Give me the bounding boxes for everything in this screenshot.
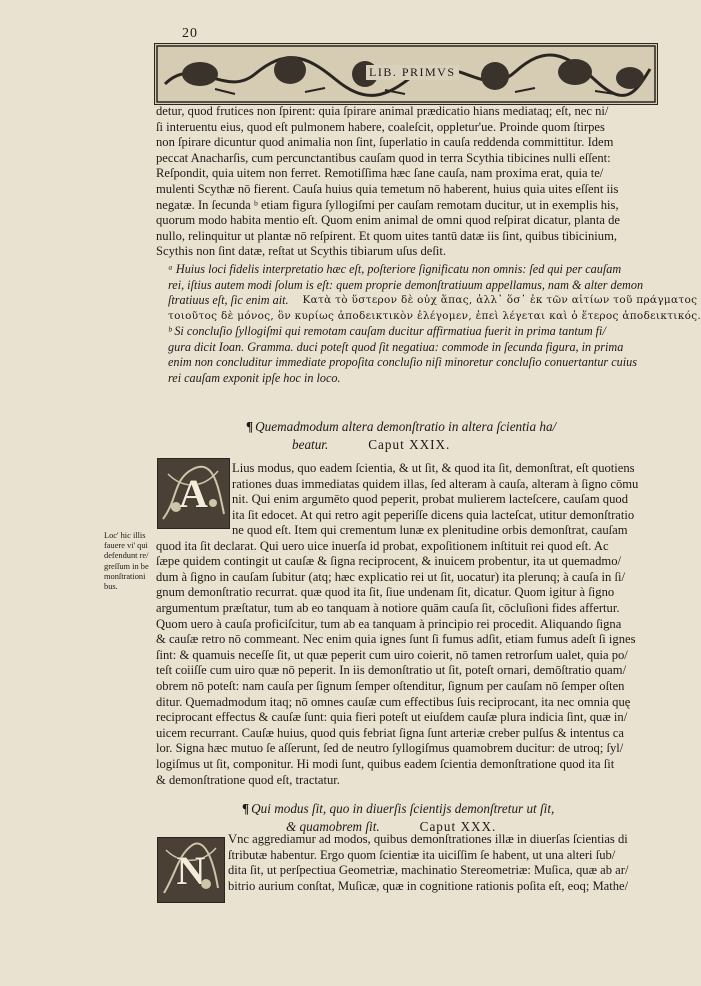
margin-note-line: defendunt re/: [104, 551, 149, 561]
greek-quote: τοιοῦτος δὲ μόνος, ὃν κυρίως ἀποδεικτικὸν ἐλέγομεν, ἐπεὶ λέγεται καὶ ὁ ἕτερος ἀποδεικτικός.: [168, 309, 701, 322]
text-line: reciprocant effectus & cauſæ ſunt: quia fieri poteſt ut eiuſdem cauſæ plura indicia ſint, quæ in/: [156, 710, 628, 725]
initial-A-woodcut-icon: [157, 458, 230, 529]
text-line: lor. Signa hæc mutuo ſe aſſerunt, ſed de neutro ſyllogiſmus quamobrem ducitur: de utroq; ſyl/: [156, 741, 624, 756]
text-line: quorum modo habita mentio eſt. Quom enim animal de omni quod reſpirat dicatur, planta de: [156, 213, 620, 228]
text-line: mulenti Scythæ nō fierent. Cauſa huius quia temetum nō haberent, huius quia uites eſſent iis: [156, 181, 619, 196]
annotation-line: enim non concluditur immediate propoſita concluſio niſi minoretur concluſio conuertantur cuius: [168, 355, 637, 369]
text-line: obrem nō poteſt: nam cauſa per ſignum ſemper oſtenditur, ſignum per cauſam nō ſemper oſten: [156, 678, 625, 693]
text-line: ne quod eſt. Item qui crementum lunæ ex plenitudine orbis demonſtrat, cauſam: [232, 523, 628, 537]
text-line: ditur. Quemadmodum itaq; nō omnes cauſæ cum effectibus ſuis reciprocant, ita nec omnia quę: [156, 694, 631, 709]
text-line: ſtributæ habentur. Ergo quom ſcientiæ ita uiciſſim ſe habent, ut una alteri ſub/: [228, 847, 616, 862]
text-line: rationes duas immediatas quidem illas, ſed alteram à cauſa, alteram à ſigno cōmu: [232, 476, 639, 491]
text-line: dita ſit, ut perſpectiua Geometriæ, machinatio Stereometriæ: Muſica, quæ ab ar/: [228, 863, 629, 878]
text-line: teſt coiiſſe cum uiro quæ nō peperit. In iis demonſtratio ut ſit, poteſt ornari, demōſtratio quam/: [156, 663, 627, 678]
chapter-title-text: beatur.: [292, 437, 329, 452]
page-number: 20: [182, 26, 198, 41]
chapter-title-line: [246, 418, 556, 436]
text-line: Lius modus, quo eadem ſcientia, & ut ſit, & quod ita ſit, demonſtrat, eſt quotiens: [232, 461, 635, 475]
annotation-line: ᵇ Si concluſio ſyllogiſmi qui remotam cauſam ducitur affirmatiua fuerit in prima tantum fi/: [168, 324, 606, 338]
margin-note-line: fauere vi' qui: [104, 541, 148, 551]
text-line: bitrio aurium conſtat, Muſicæ, quæ in cognitione rationis poſita eſt, eoq; Mathe/: [228, 878, 629, 893]
text-line: detur, quod frutices non ſpirent: quia ſpirare animal prædicatio hians mediataq; eſt, nec ni/: [156, 104, 609, 118]
text-line: nit. Qui enim argumēto quod peperit, probat mulierem lacteſcere, cauſam quod: [232, 492, 628, 507]
text-line: argumentum præſtatur, tum ab eo tanquam à notiore quām cauſa ſit, cōcluſioni fides affertur.: [156, 600, 620, 615]
text-line: peccat Anacharſis, cum percunctantibus cauſam quod in terra Scythia tibicines nulli eſſent:: [156, 150, 611, 165]
text-line: gnum demonſtratio recurrat. quæ quod ita ſit, ſiue undenam ſit, dicatur. Quom igitur à ſigno: [156, 585, 615, 600]
margin-note-line: bus.: [104, 582, 118, 592]
annotation-line: rei cauſam exponit ipſe hoc in loco.: [168, 370, 341, 385]
text-line: dum à ſigno in cauſam ſubitur (atq; hæc explicatio rei ut ſit, uocatur) ita plerunq; à cauſa in ſi/: [156, 569, 625, 584]
text-line: negatæ. In ſecunda ᵇ etiam figura ſyllogiſmi per cauſam remotam ducitur, ut in exemplis his,: [156, 197, 619, 212]
margin-note: [104, 531, 154, 592]
greek-quote: Κατὰ τὸ ὕστερον δὲ οὐχ ἅπας, ἀλλ᾽ ὅσ᾽ ἐκ τῶν αἰτίων τοῦ πράγματος: [302, 294, 698, 306]
running-head: LIB. PRIMVS: [366, 65, 459, 80]
text-line: ſæpe quidem contingit ut cauſæ & ſigna reciprocent, & inuicem probentur, ita ut quemadmo/: [156, 554, 622, 569]
annotation-block: [168, 262, 701, 386]
chapter-number: Caput XXIX.: [368, 437, 451, 452]
annotation-line: ᵃ Huius loci fidelis interpretatio hæc eſt, poſteriore ſignificatu non omnis: ſed qui per cauſam: [168, 262, 622, 276]
annotation-line: gura dicit Ioan. Gramma. duci poteſt quod ſit negatiua: commode in ſecunda figura, in prima: [168, 339, 624, 354]
pilcrow-icon: ¶: [246, 419, 254, 434]
chapter-heading-30: [242, 800, 554, 836]
text-line: ſi interuentu eius, quod eſt pulmonem habere, coaleſcit, oppletur'ue. Proinde quom ſtirpes: [156, 119, 605, 134]
margin-note-line: Loc' hic illis: [104, 531, 146, 540]
text-line: Quom uero à cauſa proficiſcitur, tum ab ea tanquam à principio rei procedit. Aliquando ſigna: [156, 616, 622, 631]
text-line: & cauſæ retro nō commeant. Nec enim quia ignes ſunt ſi fumus adſit, etiam fumus adeſt ſi ignes: [156, 632, 636, 647]
initial-letter: N: [176, 847, 206, 893]
main-text-block-1: [156, 104, 658, 260]
annotation-text: ſtratiuus eſt, ſic enim ait.: [168, 293, 289, 307]
text-line: logiſmus ut ſit, componitur. Hi modi ſunt, quibus eadem ſcientia demonſtratione quod ita ſit: [156, 756, 615, 771]
chapter-29-text: [156, 523, 658, 788]
initial-letter: A: [179, 471, 208, 516]
annotation-line: rei, iſtius autem modi ſolum is eſt: quem proprie demonſtratiuum appellamus, nam & alter demon: [168, 277, 644, 292]
text-line: nullo, relinquitur ut plantæ nō reſpirent. Et quom uites tantū datæ iis ſint, quibus tibicinium,: [156, 228, 618, 243]
margin-note-line: greſſum in be: [104, 561, 149, 571]
text-line: ita ſit edocet. At qui retro agit peperiſſe dicens quia lacteſcat, utitur demonſtratio: [232, 507, 635, 522]
chapter-heading-29: [246, 418, 556, 454]
annotation-line-with-greek: [168, 293, 698, 309]
margin-note-line: monſtrationi: [104, 571, 146, 581]
text-line: Scythis non ſint datæ, reſtat ut Scythis tibiarum uſus deſit.: [156, 244, 446, 259]
chapter-title-line: [242, 800, 554, 818]
text-line: non ſpirare dicuntur quod animalia non ſint, ſuperlatio in cauſa reddenda committitur. Idem: [156, 135, 614, 150]
pilcrow-icon: ¶: [242, 801, 250, 816]
chapter-number: Caput XXX.: [419, 819, 497, 834]
initial-N-woodcut-icon: [157, 837, 225, 903]
text-line: uicem recurrant. Cauſæ huius, quod quis febriat ſigna ſunt arteriæ creber pulſus & intentus ca: [156, 725, 624, 740]
chapter-29-text-indented: [232, 461, 658, 523]
chapter-30-text: [228, 832, 658, 894]
text-line: & demonſtratione quod eſt, tractatur.: [156, 772, 340, 787]
text-line: quod ita ſit declarat. Qui uero uice inuerſa id probat, expoſitionem inſtituit rei quod eſt. Ac: [156, 538, 609, 553]
chapter-title-text: & quamobrem ſit.: [286, 819, 380, 834]
chapter-title-line: [246, 436, 556, 454]
chapter-title-text: Qui modus ſit, quo in diuerſis ſcientijs demonſtretur ut ſit,: [251, 801, 555, 816]
chapter-title-text: Quemadmodum altera demonſtratio in altera ſcientia ha/: [255, 419, 557, 434]
text-line: ſint: & quamuis neceſſe ſit, ut quæ peperit cum uiro coierit, nō tamen retrorſum ualet, quia po/: [156, 647, 628, 662]
text-line: Vnc aggrediamur ad modos, quibus demonſtrationes illæ in diuerſas ſcientias di: [228, 832, 628, 846]
text-line: Reſpondit, quia uitem non ferret. Remotiſſima hæc ſane cauſa, nam proxima erat, quia te/: [156, 166, 604, 181]
